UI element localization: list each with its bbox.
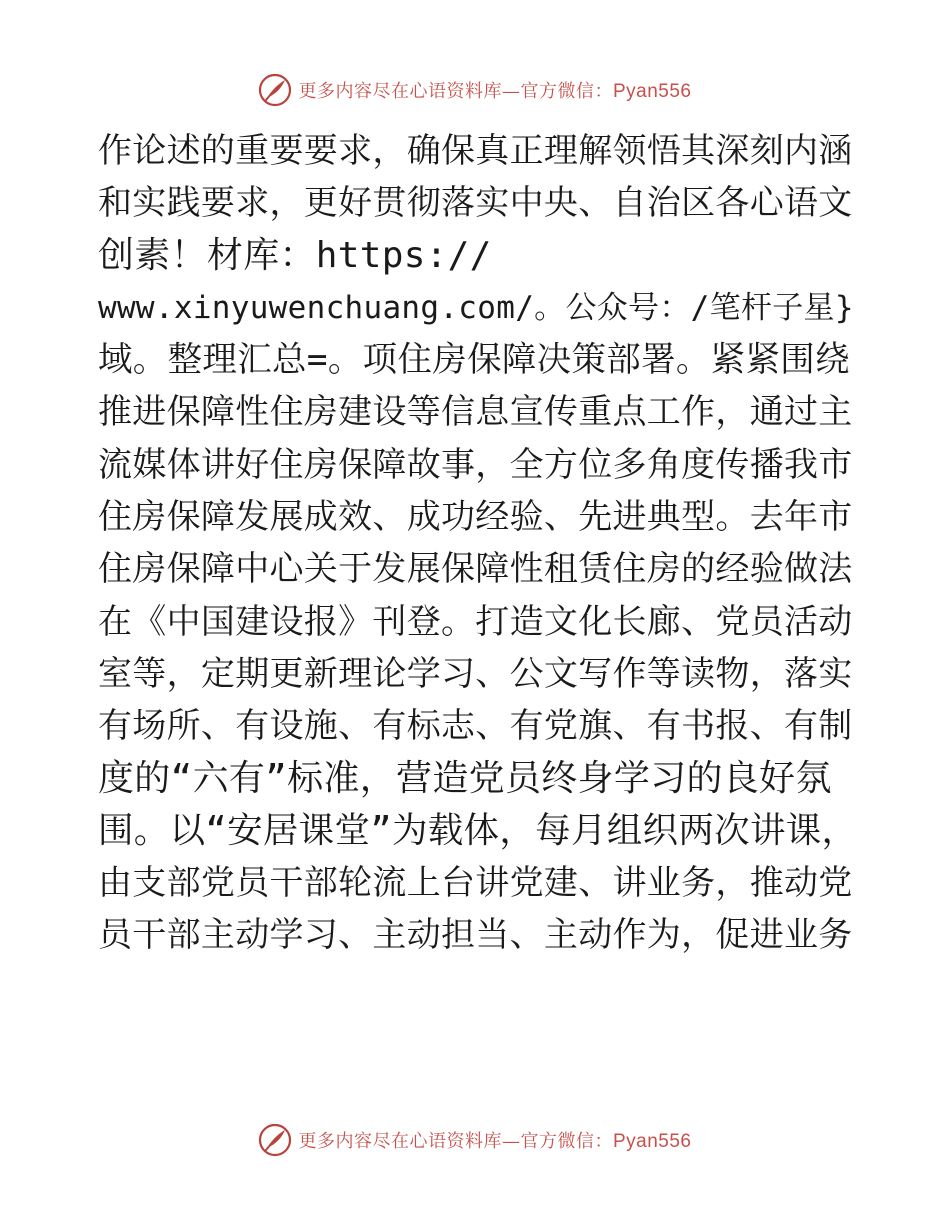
page-header [0,70,950,110]
body-line: 由支部党员干部轮流上台讲党建、讲业务，推动党 [98,863,853,904]
feather-pen-logo-icon [258,73,292,107]
body-line: 室等，定期更新理论学习、公文写作等读物，落实 [98,653,853,694]
body-line: 流媒体讲好住房保障故事，全方位多角度传播我市 [98,444,853,485]
footer-banner-text: 更多内容尽在心语资料库—官方微信：Pyan556 [298,1131,692,1152]
body-line: 住房保障中心关于发展保障性租赁住房的经验做法 [98,549,853,590]
header-wechat-id: Pyan556 [612,81,692,102]
footer-wechat-id: Pyan556 [612,1131,692,1152]
body-line: 在《中国建设报》刊登。打造文化长廊、党员活动 [98,601,853,642]
feather-pen-logo-icon [258,1123,292,1157]
header-banner-text: 更多内容尽在心语资料库—官方微信：Pyan556 [298,81,692,102]
body-line: www.xinyuwenchuang.com/。公众号：/笔杆子星} [98,289,854,326]
footer-banner [258,1123,691,1157]
header-banner [258,73,691,107]
body-line: 推进保障性住房建设等信息宣传重点工作，通过主 [98,392,853,433]
document-body [98,125,858,962]
body-line: 住房保障发展成效、成功经验、先进典型。去年市 [98,497,853,538]
body-line: 有场所、有设施、有标志、有党旗、有书报、有制 [98,706,853,747]
body-line: 作论述的重要要求，确保真正理解领悟其深刻内涵 [98,131,853,171]
body-line: 和实践要求，更好贯彻落实中央、自治区各心语文 [98,183,853,224]
body-line: 创素！材库：https:// [98,234,492,276]
page-footer [0,1120,950,1160]
body-line: 域。整理汇总=。项住房保障决策部署。紧紧围绕 [98,340,850,381]
body-line: 度的“六有”标准，营造党员终身学习的良好氛 [98,757,832,799]
body-line: 员干部主动学习、主动担当、主动作为，促进业务 [98,915,853,956]
body-line: 围。以“安居课堂”为载体，每月组织两次讲课， [98,809,858,851]
